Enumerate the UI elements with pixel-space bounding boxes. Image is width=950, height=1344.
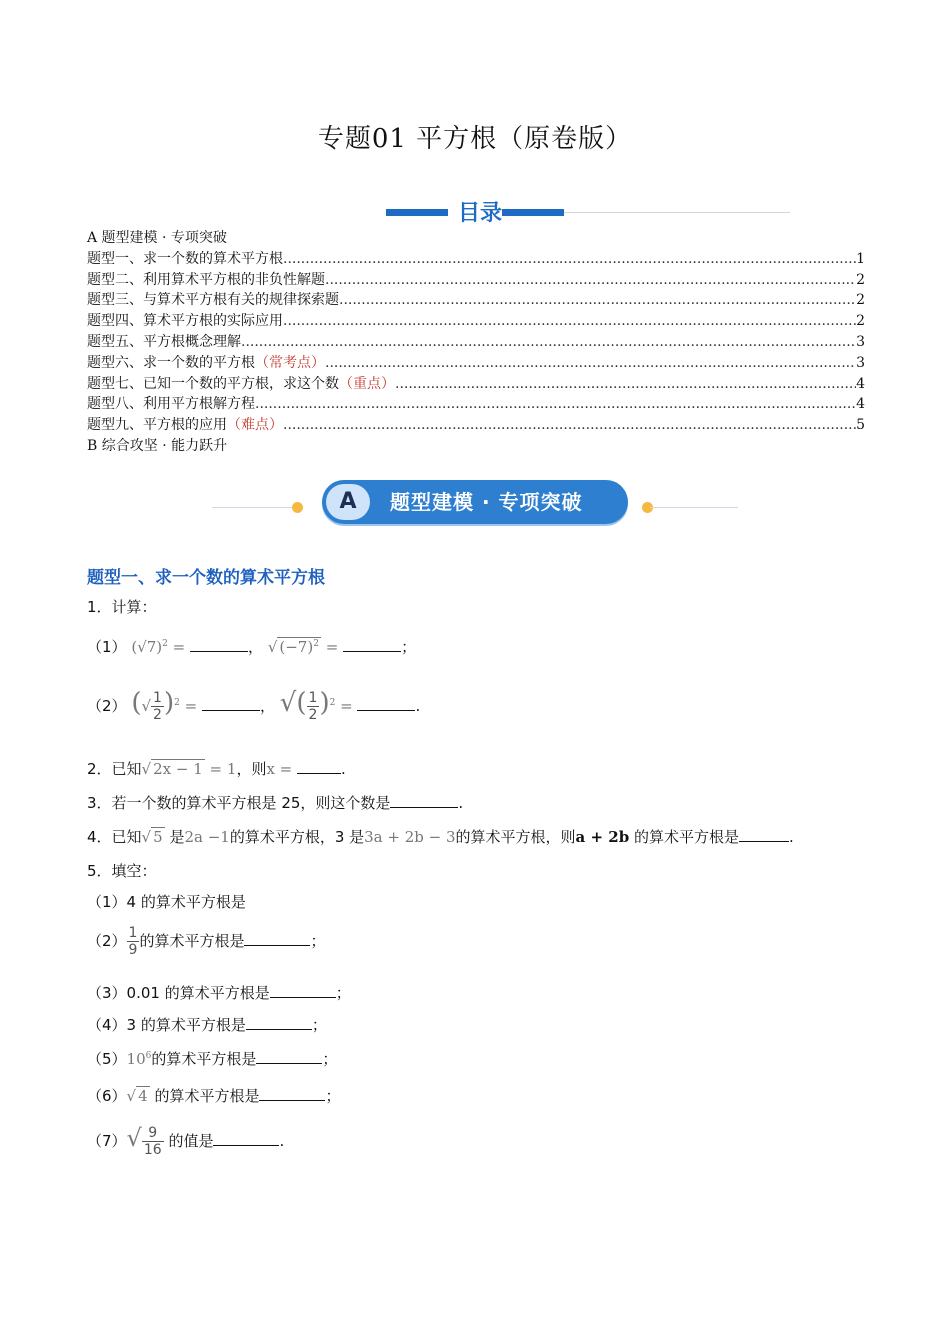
- q5-s5: $(5)10^6$的算术平方根是 ；: [87, 1050, 338, 1068]
- toc-item[interactable]: 题型三、与算术平方根有关的规律探索题 ..... 2: [87, 290, 865, 311]
- q1-part1: （1） $(√7)^2$ = ， √ $(-7)^2$ = ；: [87, 638, 417, 656]
- q5-s7: （7）√ $\frac{9}{16}$ 的值是 .: [87, 1124, 285, 1158]
- answer-blank[interactable]: [202, 696, 260, 711]
- fraction: $\frac{9}{16}$: [143, 1125, 162, 1158]
- q5-s4: （4）3 的算术平方根是 ；: [87, 1016, 327, 1034]
- section-title: 题型一、求一个数的算术平方根: [87, 568, 325, 588]
- answer-blank[interactable]: [390, 793, 458, 808]
- banner-letter: A: [326, 484, 370, 520]
- answer-blank[interactable]: [190, 637, 248, 652]
- toc-left-bar: [386, 209, 448, 216]
- toc-item[interactable]: 题型二、利用算术平方根的非负性解题 ..... 2: [87, 270, 865, 291]
- fraction: $\frac{1}{2}$: [153, 690, 162, 723]
- banner-right-line: [650, 507, 738, 508]
- toc-item[interactable]: 题型一、求一个数的算术平方根 ..... 1: [87, 249, 865, 270]
- answer-blank[interactable]: [246, 1015, 312, 1030]
- section-banner: [212, 480, 738, 526]
- fraction: $\frac{1}{9}$: [128, 925, 138, 958]
- answer-blank[interactable]: [297, 759, 341, 774]
- banner-text: 题型建模 · 专项突破: [390, 490, 583, 514]
- q2: 2．已知√ 2x − 1 = 1，则x = .: [87, 760, 346, 778]
- toc-item[interactable]: 题型六、求一个数的平方根 （常考点） ..... 3: [87, 353, 865, 374]
- banner-left-dot: [292, 502, 303, 513]
- answer-blank[interactable]: [343, 637, 401, 652]
- toc-item[interactable]: 题型五、平方根概念理解 ..... 3: [87, 332, 865, 353]
- answer-blank[interactable]: [256, 1049, 322, 1064]
- q3: 3．若一个数的算术平方根是 25，则这个数是 .: [87, 794, 464, 812]
- q1-part2: （2） (√ $\frac{1}{2}$ )$^2$ = ， √( $\frac{1}{2}$ )$^2$ = .: [87, 688, 421, 723]
- q1-expr-a: $(√7)^2$ =: [131, 638, 186, 656]
- q5-label: 5．填空：: [87, 862, 157, 880]
- toc-part-b[interactable]: B 综合攻坚 · 能力跃升: [87, 437, 228, 454]
- toc-item[interactable]: 题型七、已知一个数的平方根，求这个数 （重点） ..... 4: [87, 374, 865, 395]
- banner-left-line: [212, 507, 298, 508]
- answer-blank[interactable]: [244, 931, 310, 946]
- toc-item[interactable]: 题型九、平方根的应用 （难点） ..... 5: [87, 415, 865, 436]
- answer-blank[interactable]: [357, 696, 415, 711]
- q1-label: 1．计算：: [87, 598, 157, 616]
- toc-item[interactable]: 题型四、算术平方根的实际应用 ..... 2: [87, 311, 865, 332]
- page-title: 专题01 平方根（原卷版）: [317, 124, 633, 154]
- toc-heading: 目录: [457, 201, 502, 226]
- q5-s1: （1）4 的算术平方根是: [87, 893, 246, 911]
- toc-part-a[interactable]: A 题型建模 · 专项突破: [87, 230, 227, 246]
- answer-blank[interactable]: [213, 1131, 279, 1146]
- toc-item[interactable]: 题型八、利用平方根解方程 ..... 4: [87, 394, 865, 415]
- q4: 4．已知√ 5 是2a −1的算术平方根，3 是3a + 2b − 3的算术平方根，则a + 2b 的算术平方根是 .: [87, 828, 794, 846]
- answer-blank[interactable]: [270, 983, 336, 998]
- toc-heading-decoration: [386, 196, 790, 230]
- q1-expr-b: √ $(-7)^2$ =: [267, 638, 339, 656]
- answer-blank[interactable]: [739, 827, 789, 842]
- q5-s2: （2） $\frac{1}{9}$ 的算术平方根是 ；: [87, 925, 326, 958]
- q5-s3: （3）0.01 的算术平方根是 ；: [87, 984, 351, 1002]
- answer-blank[interactable]: [259, 1086, 325, 1101]
- q5-s6: （6）√ 4 的算术平方根是 ；: [87, 1087, 341, 1105]
- fraction: $\frac{1}{2}$: [308, 690, 318, 723]
- banner-pill: [322, 480, 628, 524]
- table-of-contents: [87, 228, 865, 457]
- toc-right-bar: [502, 209, 564, 216]
